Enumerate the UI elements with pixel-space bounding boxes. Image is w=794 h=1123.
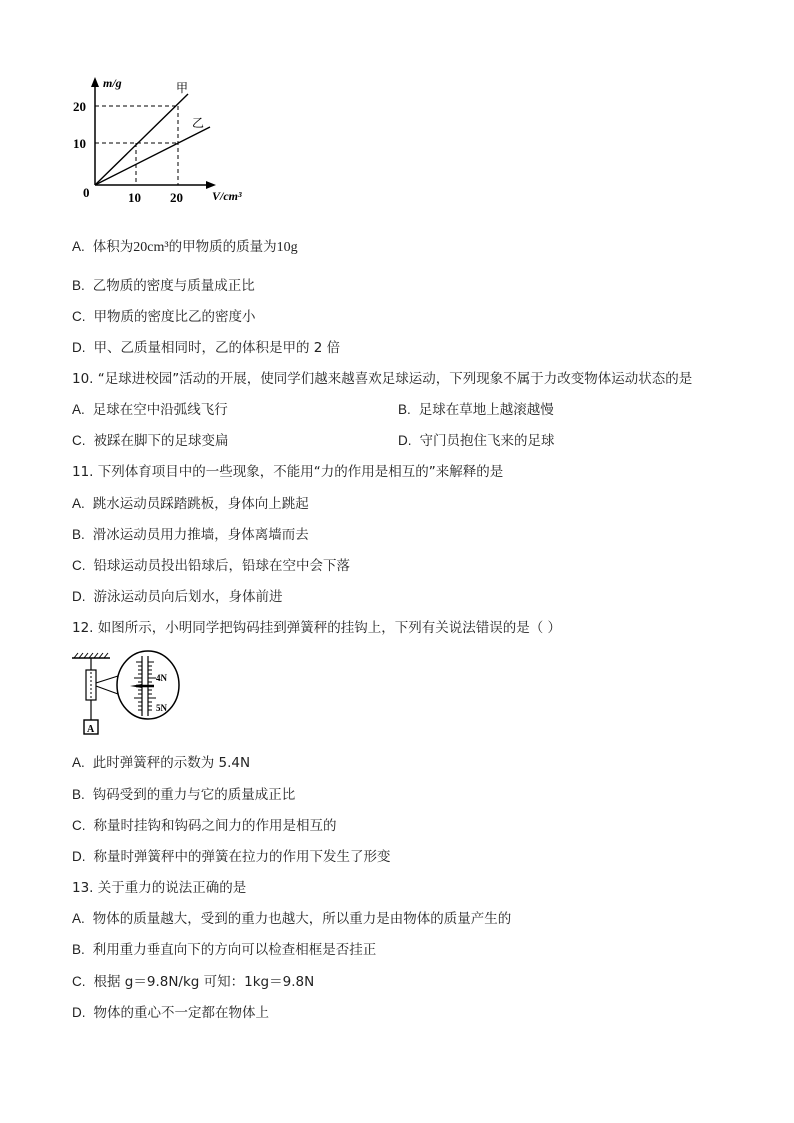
x-axis-arrow — [206, 181, 216, 189]
q11-option-a — [72, 495, 309, 513]
option-text: 利用重力垂直向下的方向可以检查相框是否挂正 — [92, 942, 377, 958]
option-label: D. — [72, 1005, 86, 1020]
option-text: 此时弹簧秤的示数为 5.4N — [92, 755, 251, 771]
option-label: B. — [72, 527, 85, 542]
option-label: A. — [72, 402, 85, 417]
option-label: D. — [72, 340, 86, 355]
mass-volume-graph — [70, 72, 270, 207]
q11-option-d — [72, 588, 283, 606]
option-label: A. — [72, 911, 85, 926]
option-text: 乙物质的密度与质量成正比 — [92, 278, 255, 294]
option-text: 铅球运动员投出铅球后，铅球在空中会下落 — [93, 558, 350, 574]
y-tick-10: 10 — [73, 136, 86, 151]
x-axis-label: V/cm³ — [212, 189, 242, 203]
pointer-line — [96, 686, 118, 694]
origin-label: 0 — [83, 185, 90, 200]
q9-option-c — [72, 308, 256, 326]
option-text: 足球在草地上越滚越慢 — [418, 402, 554, 418]
q13-option-d — [72, 1004, 269, 1022]
x-tick-20: 20 — [170, 190, 183, 205]
option-text: 物体的重心不一定都在物体上 — [93, 1005, 269, 1021]
option-text: 足球在空中沿弧线飞行 — [92, 402, 228, 418]
q13-option-c — [72, 973, 314, 991]
q12-option-c — [72, 817, 337, 835]
q13-stem: 13. 关于重力的说法正确的是 — [72, 880, 247, 896]
line-yi-label: 乙 — [192, 116, 205, 130]
option-label: A. — [72, 239, 85, 254]
y-axis-label: m/g — [103, 76, 122, 90]
option-text: 称量时弹簧秤中的弹簧在拉力的作用下发生了形变 — [93, 849, 391, 865]
q9-option-b — [72, 277, 255, 295]
option-text: 甲、乙质量相同时，乙的体积是甲的 2 倍 — [93, 340, 341, 356]
option-label: C. — [72, 433, 86, 448]
option-label: B. — [72, 942, 85, 957]
q12-stem: 12. 如图所示，小明同学把钩码挂到弹簧秤的挂钩上，下列有关说法错误的是（ ） — [72, 620, 562, 636]
q10-option-d — [398, 432, 555, 450]
q10-stem: 10. “足球进校园”活动的开展，使同学们越来越喜欢足球运动，下列现象不属于力改变物体运动状态的是 — [72, 371, 693, 387]
q12-option-a — [72, 754, 250, 772]
q13-option-b — [72, 941, 376, 959]
weight-label: A — [87, 724, 95, 735]
y-axis-arrow — [91, 77, 99, 87]
option-text: 根据 g＝9.8N/kg 可知：1kg＝9.8N — [93, 974, 315, 990]
upper-scale-label: 4N — [156, 673, 167, 683]
q11-option-c — [72, 557, 350, 575]
mass-value: 10g — [276, 240, 298, 255]
lower-scale-label: 5N — [156, 703, 167, 713]
option-label: D. — [72, 589, 86, 604]
volume-value: 20cm³ — [133, 240, 169, 255]
q9-option-d — [72, 339, 340, 357]
option-text: 滑冰运动员用力推墙，身体离墙而去 — [92, 527, 309, 543]
option-label: B. — [72, 787, 85, 802]
option-text: 物体的质量越大，受到的重力也越大，所以重力是由物体的质量产生的 — [92, 911, 512, 927]
line-jia — [95, 94, 188, 185]
spring-scale-figure — [70, 650, 182, 740]
x-tick-10: 10 — [128, 190, 141, 205]
q10-option-c — [72, 432, 229, 450]
y-tick-20: 20 — [73, 99, 86, 114]
q10-option-b — [398, 401, 554, 419]
q11-stem: 11. 下列体育项目中的一些现象，不能用“力的作用是相互的”来解释的是 — [72, 464, 504, 480]
option-label: B. — [72, 278, 85, 293]
option-label: C. — [72, 818, 86, 833]
option-text: 称量时挂钩和钩码之间力的作用是相互的 — [93, 818, 337, 834]
option-label: C. — [72, 558, 86, 573]
q10-option-a — [72, 401, 228, 419]
q11-option-b — [72, 526, 309, 544]
q9-option-a — [72, 238, 298, 257]
line-jia-label: 甲 — [176, 81, 189, 95]
option-text: 守门员抱住飞来的足球 — [419, 433, 555, 449]
option-label: D. — [398, 433, 412, 448]
option-text: 的甲物质的质量为 — [168, 239, 277, 255]
option-label: A. — [72, 755, 85, 770]
option-text: 跳水运动员踩踏跳板，身体向上跳起 — [92, 496, 309, 512]
q12-option-b — [72, 786, 295, 804]
option-text: 钩码受到的重力与它的质量成正比 — [92, 787, 296, 803]
pointer-line — [96, 676, 118, 683]
option-text: 游泳运动员向后划水，身体前进 — [93, 589, 283, 605]
q13-option-a — [72, 910, 511, 928]
option-text: 甲物质的密度比乙的密度小 — [93, 309, 256, 325]
option-text: 被踩在脚下的足球变扁 — [93, 433, 229, 449]
option-label: D. — [72, 849, 86, 864]
q12-option-d — [72, 848, 391, 866]
line-yi — [95, 127, 210, 185]
option-label: C. — [72, 309, 86, 324]
option-label: C. — [72, 974, 86, 989]
option-label: A. — [72, 496, 85, 511]
option-label: B. — [398, 402, 411, 417]
option-text: 体积为 — [92, 239, 134, 255]
